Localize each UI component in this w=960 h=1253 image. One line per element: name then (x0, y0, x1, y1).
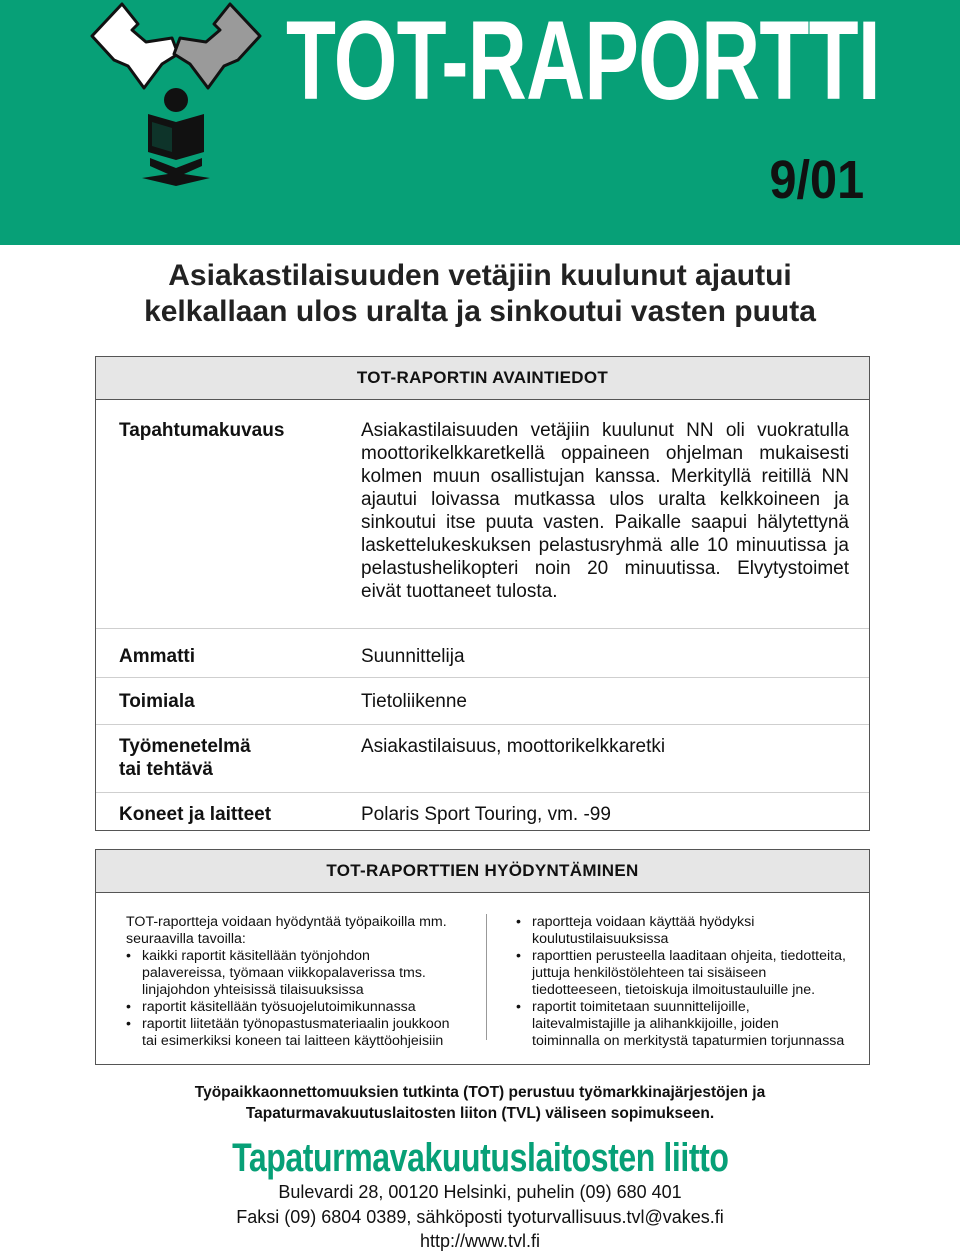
list-item: • raportit käsitellään työsuojelutoimikunnassa (126, 999, 456, 1016)
header-band (0, 0, 960, 245)
key-fact-label: Työmenetelmä tai tehtävä (119, 736, 251, 780)
contact-fax-email[interactable]: Faksi (09) 6804 0389, sähköposti tyoturvallisuus.tvl@vakes.fi (236, 1207, 724, 1227)
key-fact-value: Asiakastilaisuuden vetäjiin kuulunut NN oli vuokratulla moottorikelkkaretkellä oppaineen ohjelman mukaisesti kolmen muun osallistujan kanssa. Merkityllä reitillä NN ajautui loivassa mutkassa ulos uralta kelkkoineen ja sinkoutui itse puuta vasten. Paikalle saapui hälytettynä laskettelukeskuksen pelastusryhmä alle 10 minuutissa ja pelastushelikopteri noin 20 minuutissa. Elvytystoimet eivät tuottaneet tulosta. (361, 420, 849, 602)
key-fact-value: Suunnittelija (361, 646, 465, 667)
list-item: • raporttien perusteella laaditaan ohjeita, tiedotteita, juttuja henkilöstölehteen tai sisäiseen tiedotteeseen, tietoiskuja ilmoitustauluille jne. (516, 948, 846, 999)
usage-box (95, 849, 870, 1065)
key-fact-row (96, 419, 869, 629)
usage-title: TOT-RAPORTTIEN HYÖDYNTÄMINEN (96, 850, 869, 893)
list-item: • raportit liitetään työnopastusmateriaalin joukkoon tai esimerkiksi koneen tai laitteen käyttöohjeisiin (126, 1016, 456, 1050)
key-fact-row (96, 690, 869, 725)
key-facts-table (95, 356, 870, 831)
column-divider (486, 914, 487, 1040)
key-facts-title: TOT-RAPORTIN AVAINTIEDOT (96, 357, 869, 400)
usage-left-column (126, 914, 456, 1050)
list-item: • raportteja voidaan käyttää hyödyksi koulutustilaisuuksissa (516, 914, 846, 948)
key-fact-row (96, 735, 869, 793)
tot-agreement-note (100, 1082, 860, 1124)
key-fact-label: Tapahtumakuvaus (119, 420, 285, 441)
key-fact-value: Asiakastilaisuus, moottorikelkkaretki (361, 736, 666, 757)
organization-name-text: Tapaturmavakuutuslaitosten liitto (231, 1136, 729, 1180)
usage-right-column (516, 914, 846, 1050)
usage-left-list (126, 948, 456, 1050)
usage-content (96, 914, 869, 1062)
organization-name (0, 1134, 960, 1182)
note-line-2: Tapaturmavakuutuslaitosten liiton (TVL) väliseen sopimukseen. (245, 1105, 715, 1122)
report-brand-title: TOT-RAPORTTI (286, 0, 880, 123)
headline-line-1: Asiakastilaisuuden vetäjiin kuulunut ajautui (168, 259, 792, 292)
key-fact-label: Ammatti (119, 646, 196, 667)
key-fact-label: Toimiala (119, 691, 195, 712)
issue-number: 9/01 (769, 150, 864, 210)
contact-address: Bulevardi 28, 00120 Helsinki, puhelin (09) 680 401 (278, 1182, 682, 1202)
note-line-1: Työpaikkaonnettomuuksien tutkinta (TOT) perustuu työmarkkinajärjestöjen ja (194, 1084, 766, 1101)
key-fact-label: Koneet ja laitteet (119, 804, 272, 825)
tot-emblem-logo (88, 2, 264, 186)
headline-line-2: kelkallaan ulos uralta ja sinkoutui vasten puuta (144, 295, 816, 328)
report-headline (60, 258, 900, 330)
usage-right-list (516, 914, 846, 1050)
list-item: • kaikki raportit käsitellään työnjohdon palavereissa, työmaan viikkopalaverissa tms. linjajohdon yhteisissä tilaisuuksissa (126, 948, 456, 999)
key-fact-value: Polaris Sport Touring, vm. -99 (361, 804, 611, 825)
usage-intro: TOT-raportteja voidaan hyödyntää työpaikoilla mm. seuraavilla tavoilla: (126, 914, 447, 947)
list-item: • raportit toimitetaan suunnittelijoille, laitevalmistajille ja alihankkijoille, joiden toiminnalla on merkitystä tapaturmien torjunnassa (516, 999, 846, 1050)
website-link[interactable]: http://www.tvl.fi (419, 1231, 541, 1251)
key-fact-value: Tietoliikenne (361, 691, 467, 712)
key-fact-row (96, 803, 869, 829)
key-fact-row (96, 645, 869, 678)
